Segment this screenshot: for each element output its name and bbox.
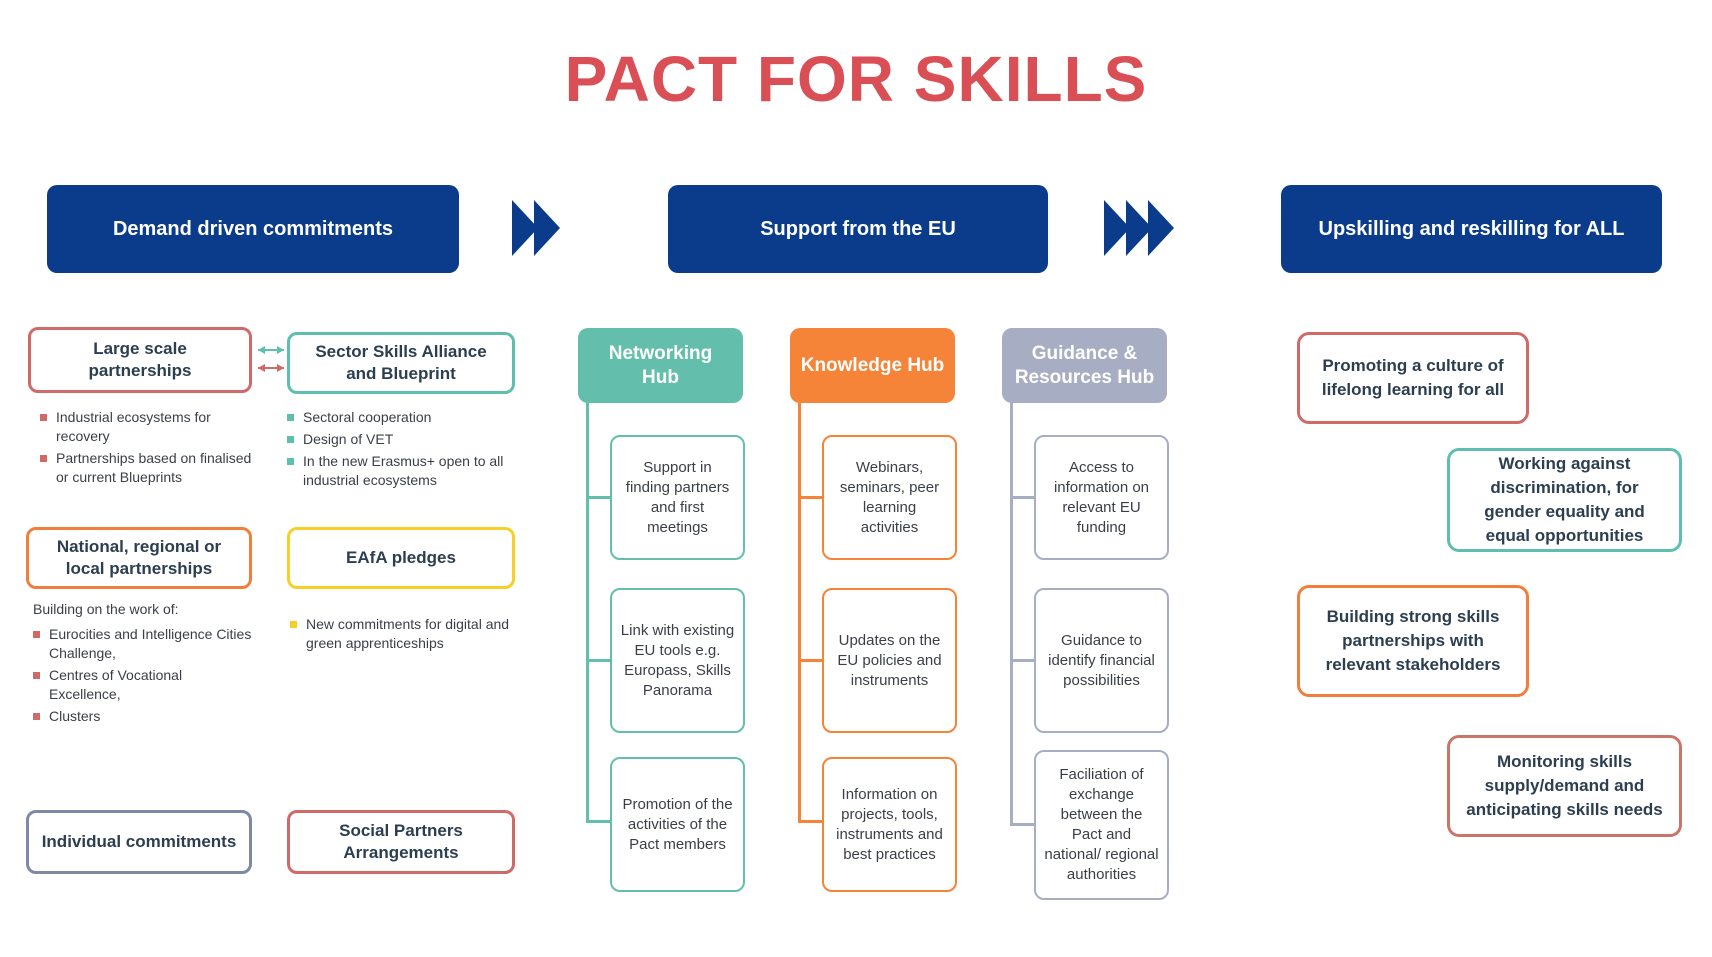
chevron-arrows-group-2 <box>1104 200 1170 256</box>
box-national-regional-local-partnerships: National, regional or local partnerships <box>26 527 252 589</box>
connector-line-guidance <box>1010 403 1013 823</box>
list-item-label: Clusters <box>49 708 101 724</box>
hub-item-knowledge-0: Webinars, seminars, peer learning activities <box>822 435 957 560</box>
connector-branch-guidance <box>1010 659 1036 662</box>
list-item <box>287 430 512 449</box>
list-item <box>40 449 255 487</box>
bullet-square-icon <box>40 455 47 462</box>
connector-branch-guidance <box>1010 823 1036 826</box>
list-item-label: Partnerships based on finalised or current Blueprints <box>56 450 252 485</box>
building-on-the-work-of-label: Building on the work of: <box>33 601 179 617</box>
box-sector-skills-alliance-and-blueprint: Sector Skills Alliance and Blueprint <box>287 332 515 394</box>
bullet-square-icon <box>287 414 294 421</box>
connector-line-knowledge <box>798 403 801 820</box>
header-support-from-the-eu: Support from the EU <box>668 185 1048 273</box>
box-eafa-pledges: EAfA pledges <box>287 527 515 589</box>
connector-branch-knowledge <box>798 820 824 823</box>
bullet-square-icon <box>40 414 47 421</box>
connector-branch-networking <box>586 496 612 499</box>
list-item <box>290 615 510 653</box>
list-item-label: New commitments for digital and green apprenticeships <box>306 616 510 651</box>
page-title: PACT FOR SKILLS <box>564 43 1148 115</box>
hub-item-guidance-0: Access to information on relevant EU funding <box>1034 435 1169 560</box>
list-item <box>33 666 253 704</box>
list-item-label: Sectoral cooperation <box>303 409 432 425</box>
hub-item-networking-2: Promotion of the activities of the Pact members <box>610 757 745 892</box>
list-item <box>33 707 253 726</box>
hub-header-networking: Networking Hub <box>578 328 743 403</box>
connector-branch-networking <box>586 820 612 823</box>
list-item <box>40 408 255 446</box>
box-social-partners-arrangements: Social Partners Arrangements <box>287 810 515 874</box>
list-item-label: Industrial ecosystems for recovery <box>56 409 211 444</box>
bidirectional-arrows-icon <box>254 338 290 382</box>
chevron-right-icon <box>1148 200 1174 256</box>
list-item <box>33 625 253 663</box>
list-item <box>287 452 512 490</box>
hub-item-knowledge-2: Information on projects, tools, instruments and best practices <box>822 757 957 892</box>
list-eafa-bullets <box>290 615 510 656</box>
list-national-bullets <box>33 600 253 729</box>
list-item-label: Centres of Vocational Excellence, <box>49 667 183 702</box>
bullet-square-icon <box>33 672 40 679</box>
bullet-square-icon <box>33 631 40 638</box>
hub-item-guidance-2: Faciliation of exchange between the Pact and national/ regional authorities <box>1034 750 1169 900</box>
list-large-scale-bullets <box>40 408 255 490</box>
list-item-label: Eurocities and Intelligence Cities Challenge, <box>49 626 252 661</box>
box-building-strong-skills-partnerships: Building strong skills partnerships with relevant stakeholders <box>1297 585 1529 697</box>
list-item-label: Design of VET <box>303 431 394 447</box>
header-demand-driven-commitments: Demand driven commitments <box>47 185 459 273</box>
bullet-square-icon <box>287 436 294 443</box>
list-item <box>287 408 512 427</box>
connector-branch-networking <box>586 659 612 662</box>
box-working-against-discrimination: Working against discrimination, for gender equality and equal opportunities <box>1447 448 1682 552</box>
bullet-square-icon <box>287 458 294 465</box>
hub-item-guidance-1: Guidance to identify financial possibilities <box>1034 588 1169 733</box>
connector-branch-guidance <box>1010 496 1036 499</box>
box-promoting-lifelong-learning: Promoting a culture of lifelong learning for all <box>1297 332 1529 424</box>
chevron-right-icon <box>534 200 560 256</box>
bullet-square-icon <box>290 621 297 628</box>
box-individual-commitments: Individual commitments <box>26 810 252 874</box>
list-sector-skills-bullets <box>287 408 512 493</box>
connector-line-networking <box>586 403 589 820</box>
bullet-square-icon <box>33 713 40 720</box>
list-item-label: In the new Erasmus+ open to all industrial ecosystems <box>303 453 504 488</box>
chevron-arrows-group-1 <box>512 200 556 256</box>
box-monitoring-skills-supply-demand: Monitoring skills supply/demand and anticipating skills needs <box>1447 735 1682 837</box>
header-upskilling-reskilling-for-all: Upskilling and reskilling for ALL <box>1281 185 1662 273</box>
hub-item-networking-0: Support in finding partners and first meetings <box>610 435 745 560</box>
connector-branch-knowledge <box>798 659 824 662</box>
connector-branch-knowledge <box>798 496 824 499</box>
hub-header-knowledge: Knowledge Hub <box>790 328 955 403</box>
hub-header-guidance-resources: Guidance & Resources Hub <box>1002 328 1167 403</box>
hub-item-knowledge-1: Updates on the EU policies and instruments <box>822 588 957 733</box>
hub-item-networking-1: Link with existing EU tools e.g. Europass, Skills Panorama <box>610 588 745 733</box>
box-large-scale-partnerships: Large scale partnerships <box>28 327 252 393</box>
